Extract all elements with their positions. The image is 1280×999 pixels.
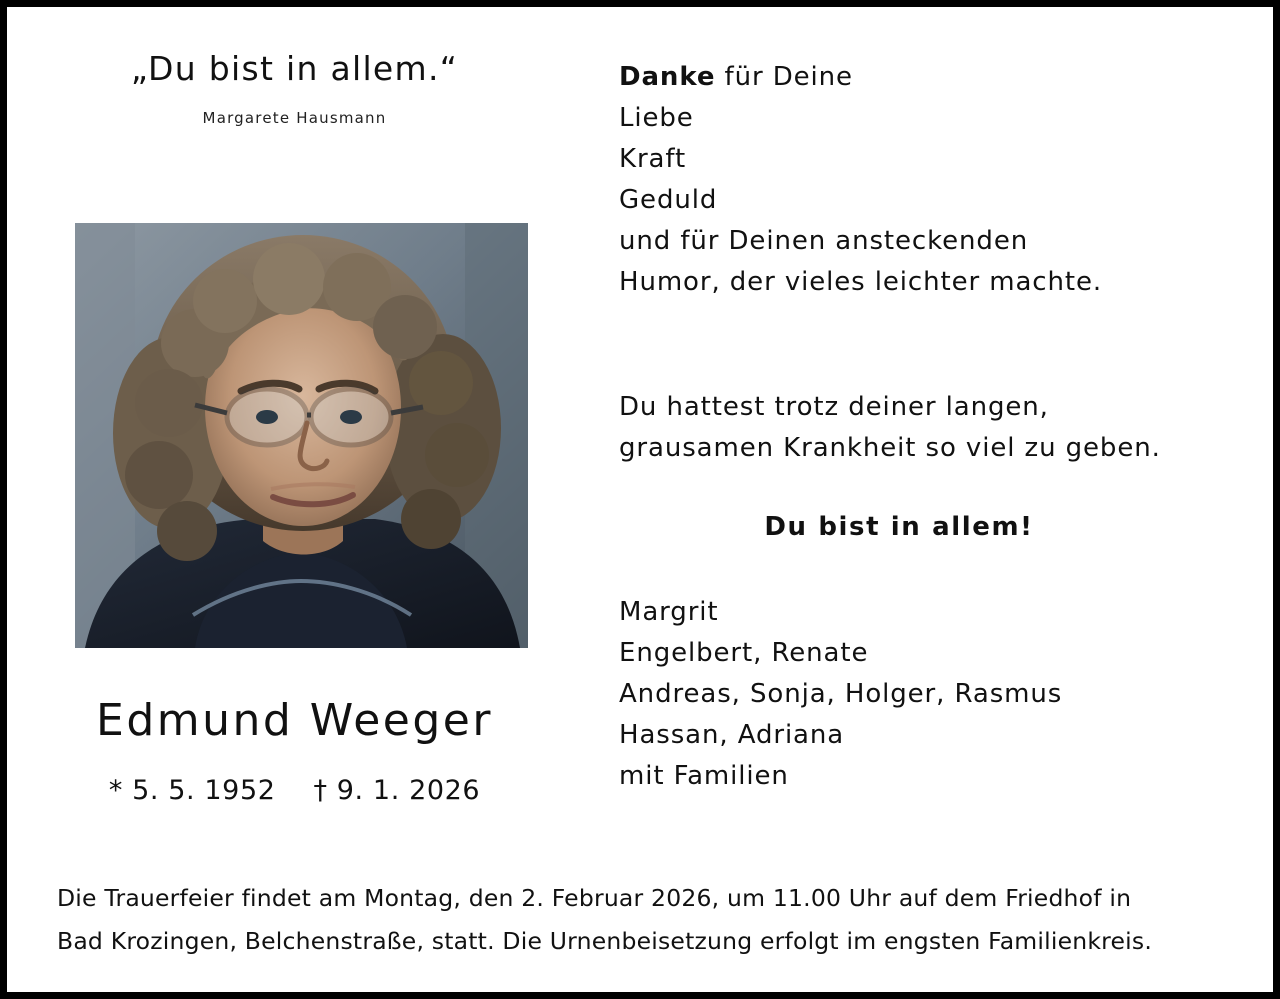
signature-line-5: mit Familien xyxy=(619,761,789,791)
signature-line-2: Engelbert, Renate xyxy=(619,638,869,668)
birth-date: * 5. 5. 1952 xyxy=(108,775,276,806)
quote-author: Margarete Hausmann xyxy=(202,109,387,127)
signature-line-4: Hassan, Adriana xyxy=(619,720,845,750)
thanks-lead-line xyxy=(619,57,1259,98)
message-line-3: Geduld xyxy=(619,185,718,215)
paragraph-spacer-1 xyxy=(619,303,1259,387)
message-line-2: Kraft xyxy=(619,144,687,174)
right-column xyxy=(619,57,1259,797)
paragraph-spacer-3 xyxy=(619,548,1259,592)
funeral-details-line-2: Bad Krozingen, Belchenstraße, statt. Die Urnenbeisetzung erfolgt im engsten Familienkreis. xyxy=(57,927,1152,955)
paragraph-spacer-2 xyxy=(619,469,1259,507)
deceased-dates xyxy=(7,775,582,806)
portrait-image xyxy=(75,223,528,648)
funeral-details-line-1: Die Trauerfeier findet am Montag, den 2. Februar 2026, um 11.00 Uhr auf dem Friedhof in xyxy=(57,884,1132,912)
highlight-line: Du bist in allem! xyxy=(764,512,1034,542)
signature-line-3: Andreas, Sonja, Holger, Rasmus xyxy=(619,679,1063,709)
message-line-5: Humor, der vieles leichter machte. xyxy=(619,267,1103,297)
death-date: † 9. 1. 2026 xyxy=(313,775,481,806)
funeral-details xyxy=(57,877,1237,963)
signature-line-1: Margrit xyxy=(619,597,719,627)
card-inner xyxy=(7,7,1273,992)
left-column xyxy=(7,7,582,827)
portrait-photo xyxy=(75,223,528,648)
quote-text: „Du bist in allem.“ xyxy=(130,49,459,88)
paragraph2-line-1: Du hattest trotz deiner langen, xyxy=(619,392,1049,422)
message-line-4: und für Deinen ansteckenden xyxy=(619,226,1029,256)
deceased-name: Edmund Weeger xyxy=(96,695,493,746)
thanks-lead-bold: Danke xyxy=(619,62,716,92)
paragraph2-line-2: grausamen Krankheit so viel zu geben. xyxy=(619,433,1161,463)
thanks-lead-rest: für Deine xyxy=(715,62,853,92)
message-line-1: Liebe xyxy=(619,103,694,133)
